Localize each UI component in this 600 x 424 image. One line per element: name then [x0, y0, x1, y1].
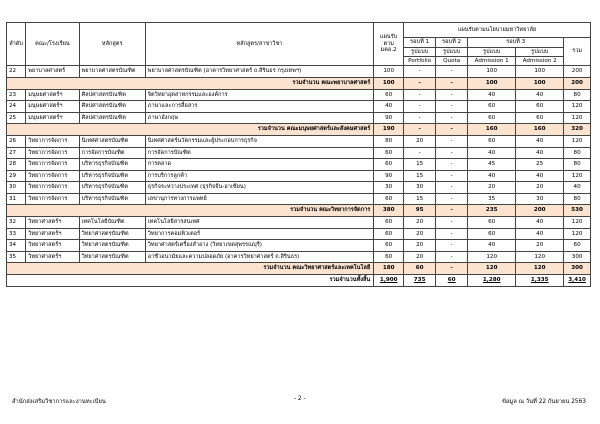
cell-a1: 45 — [468, 159, 516, 171]
cell-no: 22 — [7, 66, 26, 78]
cell-r1: - — [404, 89, 436, 101]
cell-no: 23 — [7, 89, 26, 101]
col-header-policy: แผนรับตามนโยบายมหาวิทยาลัย — [404, 23, 591, 38]
cell-degree: การจัดการบัณฑิต — [79, 147, 145, 159]
cell-r2: - — [436, 170, 468, 182]
cell-total: 300 — [564, 263, 591, 275]
cell-total: 320 — [564, 124, 591, 136]
cell-a1: 60 — [468, 228, 516, 240]
cell-r2: - — [436, 89, 468, 101]
cell-faculty: วิทยาการจัดการ — [26, 147, 79, 159]
cell-total: 530 — [564, 205, 591, 217]
cell-r1: 60 — [404, 263, 436, 275]
cell-program: การตลาด — [145, 159, 373, 171]
cell-r1: 20 — [404, 217, 436, 229]
cell-r1: 20 — [404, 136, 436, 148]
cell-total: 80 — [564, 89, 591, 101]
cell-a2: 160 — [516, 124, 564, 136]
table-row — [7, 159, 591, 171]
table-row — [7, 66, 591, 78]
cell-a1: 235 — [468, 205, 516, 217]
cell-program: วิทยาการคอมพิวเตอร์ — [145, 228, 373, 240]
cell-total: 120 — [564, 228, 591, 240]
cell-faculty: วิทยาการจัดการ — [26, 159, 79, 171]
cell-plan: 40 — [374, 101, 404, 113]
cell-faculty: วิทยาการจัดการ — [26, 170, 79, 182]
cell-program: จิตวิทยาอุตสาหกรรมและองค์การ — [145, 89, 373, 101]
cell-no: 27 — [7, 147, 26, 159]
cell-a2: 200 — [516, 205, 564, 217]
subtotal-label: รวมจำนวน คณะวิทยาศาสตร์และเทคโนโลยี — [7, 263, 374, 275]
cell-degree: บริหารธุรกิจบัณฑิต — [79, 193, 145, 205]
col-header-portfolio: Portfolio — [404, 57, 436, 66]
cell-r2: - — [436, 240, 468, 252]
plan-header-line3: มคอ.2 — [380, 47, 397, 54]
cell-program: ภาษาและการสื่อสาร — [145, 101, 373, 113]
cell-degree: ศิลปศาสตรบัณฑิต — [79, 112, 145, 124]
cell-no: 34 — [7, 240, 26, 252]
cell-faculty: มนุษยศาสตร์ฯ — [26, 89, 79, 101]
cell-program: เลขานุการทางการแพทย์ — [145, 193, 373, 205]
cell-total: 60 — [564, 240, 591, 252]
table-row — [7, 136, 591, 148]
cell-total: 120 — [564, 170, 591, 182]
cell-total: 40 — [564, 182, 591, 194]
cell-total: 200 — [564, 66, 591, 78]
cell-r2: - — [436, 193, 468, 205]
cell-a2: 30 — [516, 193, 564, 205]
cell-a2: 40 — [516, 136, 564, 148]
cell-no: 30 — [7, 182, 26, 194]
cell-a1: 120 — [468, 263, 516, 275]
cell-a2: 1,335 — [516, 275, 564, 287]
table-row — [7, 240, 591, 252]
cell-faculty: วิทยาการจัดการ — [26, 136, 79, 148]
col-header-round3: รอบที่ 3 — [468, 38, 564, 48]
cell-r1: 15 — [404, 193, 436, 205]
cell-a2: 120 — [516, 263, 564, 275]
cell-r2: - — [436, 159, 468, 171]
cell-faculty: มนุษยศาสตร์ฯ — [26, 101, 79, 113]
footer-page-number: - 2 - — [294, 396, 306, 402]
table-row — [7, 112, 591, 124]
cell-r1: 20 — [404, 240, 436, 252]
cell-a1: 20 — [468, 182, 516, 194]
cell-program: ธุรกิจระหว่างประเทศ (ธุรกิจจีน-อาเซียน) — [145, 182, 373, 194]
col-header-quota: Quota — [436, 57, 468, 66]
cell-r1: 15 — [404, 170, 436, 182]
cell-plan: 30 — [374, 182, 404, 194]
col-header-admission2: Admission 2 — [516, 57, 564, 66]
cell-r1: 735 — [404, 275, 436, 287]
plan-header-line2: ตาม — [383, 40, 394, 47]
cell-r1: 20 — [404, 228, 436, 240]
form-label: รูปแบบ — [468, 48, 516, 57]
cell-a2: 120 — [516, 251, 564, 263]
cell-a1: 1,280 — [468, 275, 516, 287]
cell-no: 29 — [7, 170, 26, 182]
cell-a2: 20 — [516, 182, 564, 194]
cell-r2: - — [436, 263, 468, 275]
cell-plan: 90 — [374, 112, 404, 124]
col-header-admission1: Admission 1 — [468, 57, 516, 66]
cell-degree: วิทยาศาสตรบัณฑิต — [79, 228, 145, 240]
cell-no: 33 — [7, 228, 26, 240]
cell-plan: 60 — [374, 193, 404, 205]
col-header-total: รวม — [564, 38, 591, 66]
cell-plan: 60 — [374, 89, 404, 101]
cell-no: 24 — [7, 101, 26, 113]
cell-program: ภาษาอังกฤษ — [145, 112, 373, 124]
cell-r1: - — [404, 147, 436, 159]
cell-degree: วิทยาศาสตรบัณฑิต — [79, 240, 145, 252]
col-header-program: หลักสูตร/สาขาวิชา — [145, 23, 373, 66]
cell-plan: 90 — [374, 170, 404, 182]
cell-no: 35 — [7, 251, 26, 263]
cell-total: 80 — [564, 147, 591, 159]
cell-plan: 380 — [374, 205, 404, 217]
cell-r1: - — [404, 124, 436, 136]
table-row — [7, 193, 591, 205]
cell-a2: 40 — [516, 170, 564, 182]
cell-no: 31 — [7, 193, 26, 205]
cell-r1: 15 — [404, 159, 436, 171]
cell-r2: - — [436, 136, 468, 148]
cell-faculty: มนุษยศาสตร์ฯ — [26, 112, 79, 124]
subtotal-row — [7, 205, 591, 217]
subtotal-row — [7, 124, 591, 136]
cell-a2: 100 — [516, 77, 564, 89]
subtotal-label: รวมจำนวน คณะพยาบาลศาสตร์ — [7, 77, 374, 89]
cell-plan: 190 — [374, 124, 404, 136]
cell-a2: 25 — [516, 159, 564, 171]
grand-total-label: รวมจำนวนทั้งสิ้น — [7, 275, 374, 287]
col-header-no: ลำดับ — [7, 23, 26, 66]
cell-a1: 40 — [468, 89, 516, 101]
table-row — [7, 101, 591, 113]
subtotal-label: รวมจำนวน คณะวิทยาการจัดการ — [7, 205, 374, 217]
table-row — [7, 217, 591, 229]
cell-r2: - — [436, 66, 468, 78]
footer-date: ข้อมูล ณ วันที่ 22 กันยายน 2563 — [501, 399, 586, 405]
cell-total: 300 — [564, 251, 591, 263]
cell-a1: 60 — [468, 101, 516, 113]
cell-a2: 40 — [516, 217, 564, 229]
table-row — [7, 228, 591, 240]
cell-no: 26 — [7, 136, 26, 148]
cell-r2: - — [436, 205, 468, 217]
cell-degree: พยาบาลศาสตรบัณฑิต — [79, 66, 145, 78]
cell-r1: 95 — [404, 205, 436, 217]
cell-r2: - — [436, 101, 468, 113]
cell-faculty: วิทยาศาสตร์ฯ — [26, 240, 79, 252]
col-header-faculty: คณะ/โรงเรียน — [26, 23, 79, 66]
cell-a2: 40 — [516, 89, 564, 101]
cell-a2: 40 — [516, 147, 564, 159]
cell-plan: 100 — [374, 77, 404, 89]
cell-program: การบริการลูกค้า — [145, 170, 373, 182]
cell-a1: 60 — [468, 217, 516, 229]
cell-degree: วิทยาศาสตรบัณฑิต — [79, 251, 145, 263]
cell-degree: เทคโนโลยีบัณฑิต — [79, 217, 145, 229]
cell-program: พยาบาลศาสตรบัณฑิต (อาคารวิทยาศาสตร์ ถ.สิรินธร กรุงเทพฯ) — [145, 66, 373, 78]
form-label: รูปแบบ — [436, 48, 468, 57]
cell-no: 28 — [7, 159, 26, 171]
cell-a2: 100 — [516, 66, 564, 78]
cell-program: อาชีวอนามัยและความปลอดภัย (อาคารวิทยาศาสตร์ ถ.สิรินธร) — [145, 251, 373, 263]
cell-a2: 60 — [516, 112, 564, 124]
cell-plan: 60 — [374, 251, 404, 263]
cell-plan: 80 — [374, 136, 404, 148]
cell-a1: 60 — [468, 136, 516, 148]
cell-plan: 100 — [374, 66, 404, 78]
cell-degree: บริหารธุรกิจบัณฑิต — [79, 170, 145, 182]
cell-r1: - — [404, 77, 436, 89]
cell-a1: 60 — [468, 112, 516, 124]
subtotal-row — [7, 263, 591, 275]
cell-r1: 30 — [404, 182, 436, 194]
form-label: รูปแบบ — [404, 48, 436, 57]
cell-plan: 180 — [374, 263, 404, 275]
cell-a1: 120 — [468, 251, 516, 263]
footer-office: สำนักส่งเสริมวิชาการและงานทะเบียน — [12, 399, 106, 405]
cell-r2: - — [436, 147, 468, 159]
cell-total: 3,410 — [564, 275, 591, 287]
col-header-round1: รอบที่ 1 — [404, 38, 436, 48]
cell-r1: - — [404, 101, 436, 113]
cell-no: 25 — [7, 112, 26, 124]
cell-r2: - — [436, 124, 468, 136]
cell-degree: นิเทศศาสตรบัณฑิต — [79, 136, 145, 148]
cell-plan: 60 — [374, 159, 404, 171]
cell-total: 80 — [564, 193, 591, 205]
cell-total: 120 — [564, 217, 591, 229]
admission-plan-table — [6, 22, 591, 287]
cell-a2: 40 — [516, 228, 564, 240]
cell-plan: 60 — [374, 147, 404, 159]
cell-a2: 60 — [516, 101, 564, 113]
cell-r1: - — [404, 66, 436, 78]
cell-total: 120 — [564, 101, 591, 113]
cell-program: การจัดการบัณฑิต — [145, 147, 373, 159]
form-label: รูปแบบ — [516, 48, 564, 57]
cell-no: 32 — [7, 217, 26, 229]
cell-r2: - — [436, 228, 468, 240]
cell-degree: ศิลปศาสตรบัณฑิต — [79, 101, 145, 113]
grand-total-row — [7, 275, 591, 287]
cell-r2: - — [436, 77, 468, 89]
cell-total: 120 — [564, 112, 591, 124]
cell-r1: 20 — [404, 251, 436, 263]
cell-degree: บริหารธุรกิจบัณฑิต — [79, 182, 145, 194]
table-body — [7, 66, 591, 287]
cell-plan: 60 — [374, 217, 404, 229]
cell-faculty: วิทยาศาสตร์ฯ — [26, 217, 79, 229]
cell-r2: - — [436, 182, 468, 194]
cell-a1: 100 — [468, 77, 516, 89]
table-row — [7, 170, 591, 182]
cell-r2: - — [436, 217, 468, 229]
table-row — [7, 251, 591, 263]
cell-a1: 35 — [468, 193, 516, 205]
plan-header-line1: แผนรับ — [380, 34, 398, 41]
cell-a1: 100 — [468, 66, 516, 78]
table-row — [7, 182, 591, 194]
cell-program: วิทยาศาสตร์เครื่องสำอาง (วิทยาเขตสุพรรณบุรี) — [145, 240, 373, 252]
cell-faculty: วิทยาการจัดการ — [26, 182, 79, 194]
cell-plan: 60 — [374, 228, 404, 240]
cell-program: เทคโนโลยีสารสนเทศ — [145, 217, 373, 229]
cell-a1: 40 — [468, 170, 516, 182]
subtotal-row — [7, 77, 591, 89]
cell-a1: 40 — [468, 240, 516, 252]
cell-total: 80 — [564, 159, 591, 171]
cell-program: นิเทศศาสตร์นวัตกรรมและผู้ประกอบการธุรกิจ — [145, 136, 373, 148]
col-header-round2: รอบที่ 2 — [436, 38, 468, 48]
cell-r2: - — [436, 112, 468, 124]
cell-r2: - — [436, 251, 468, 263]
cell-total: 120 — [564, 136, 591, 148]
cell-r1: - — [404, 112, 436, 124]
cell-faculty: พยาบาลศาสตร์ — [26, 66, 79, 78]
table-row — [7, 89, 591, 101]
cell-a1: 160 — [468, 124, 516, 136]
cell-faculty: วิทยาศาสตร์ฯ — [26, 251, 79, 263]
col-header-degree: หลักสูตร — [79, 23, 145, 66]
cell-plan: 60 — [374, 240, 404, 252]
cell-total: 200 — [564, 77, 591, 89]
cell-degree: ศิลปศาสตรบัณฑิต — [79, 89, 145, 101]
cell-faculty: วิทยาการจัดการ — [26, 193, 79, 205]
cell-degree: บริหารธุรกิจบัณฑิต — [79, 159, 145, 171]
cell-a2: 20 — [516, 240, 564, 252]
subtotal-label: รวมจำนวน คณะมนุษยศาสตร์และสังคมศาสตร์ — [7, 124, 374, 136]
table-row — [7, 147, 591, 159]
cell-faculty: วิทยาศาสตร์ฯ — [26, 228, 79, 240]
cell-r2: 60 — [436, 275, 468, 287]
col-header-plan — [374, 23, 404, 66]
cell-plan: 1,900 — [374, 275, 404, 287]
cell-a1: 40 — [468, 147, 516, 159]
